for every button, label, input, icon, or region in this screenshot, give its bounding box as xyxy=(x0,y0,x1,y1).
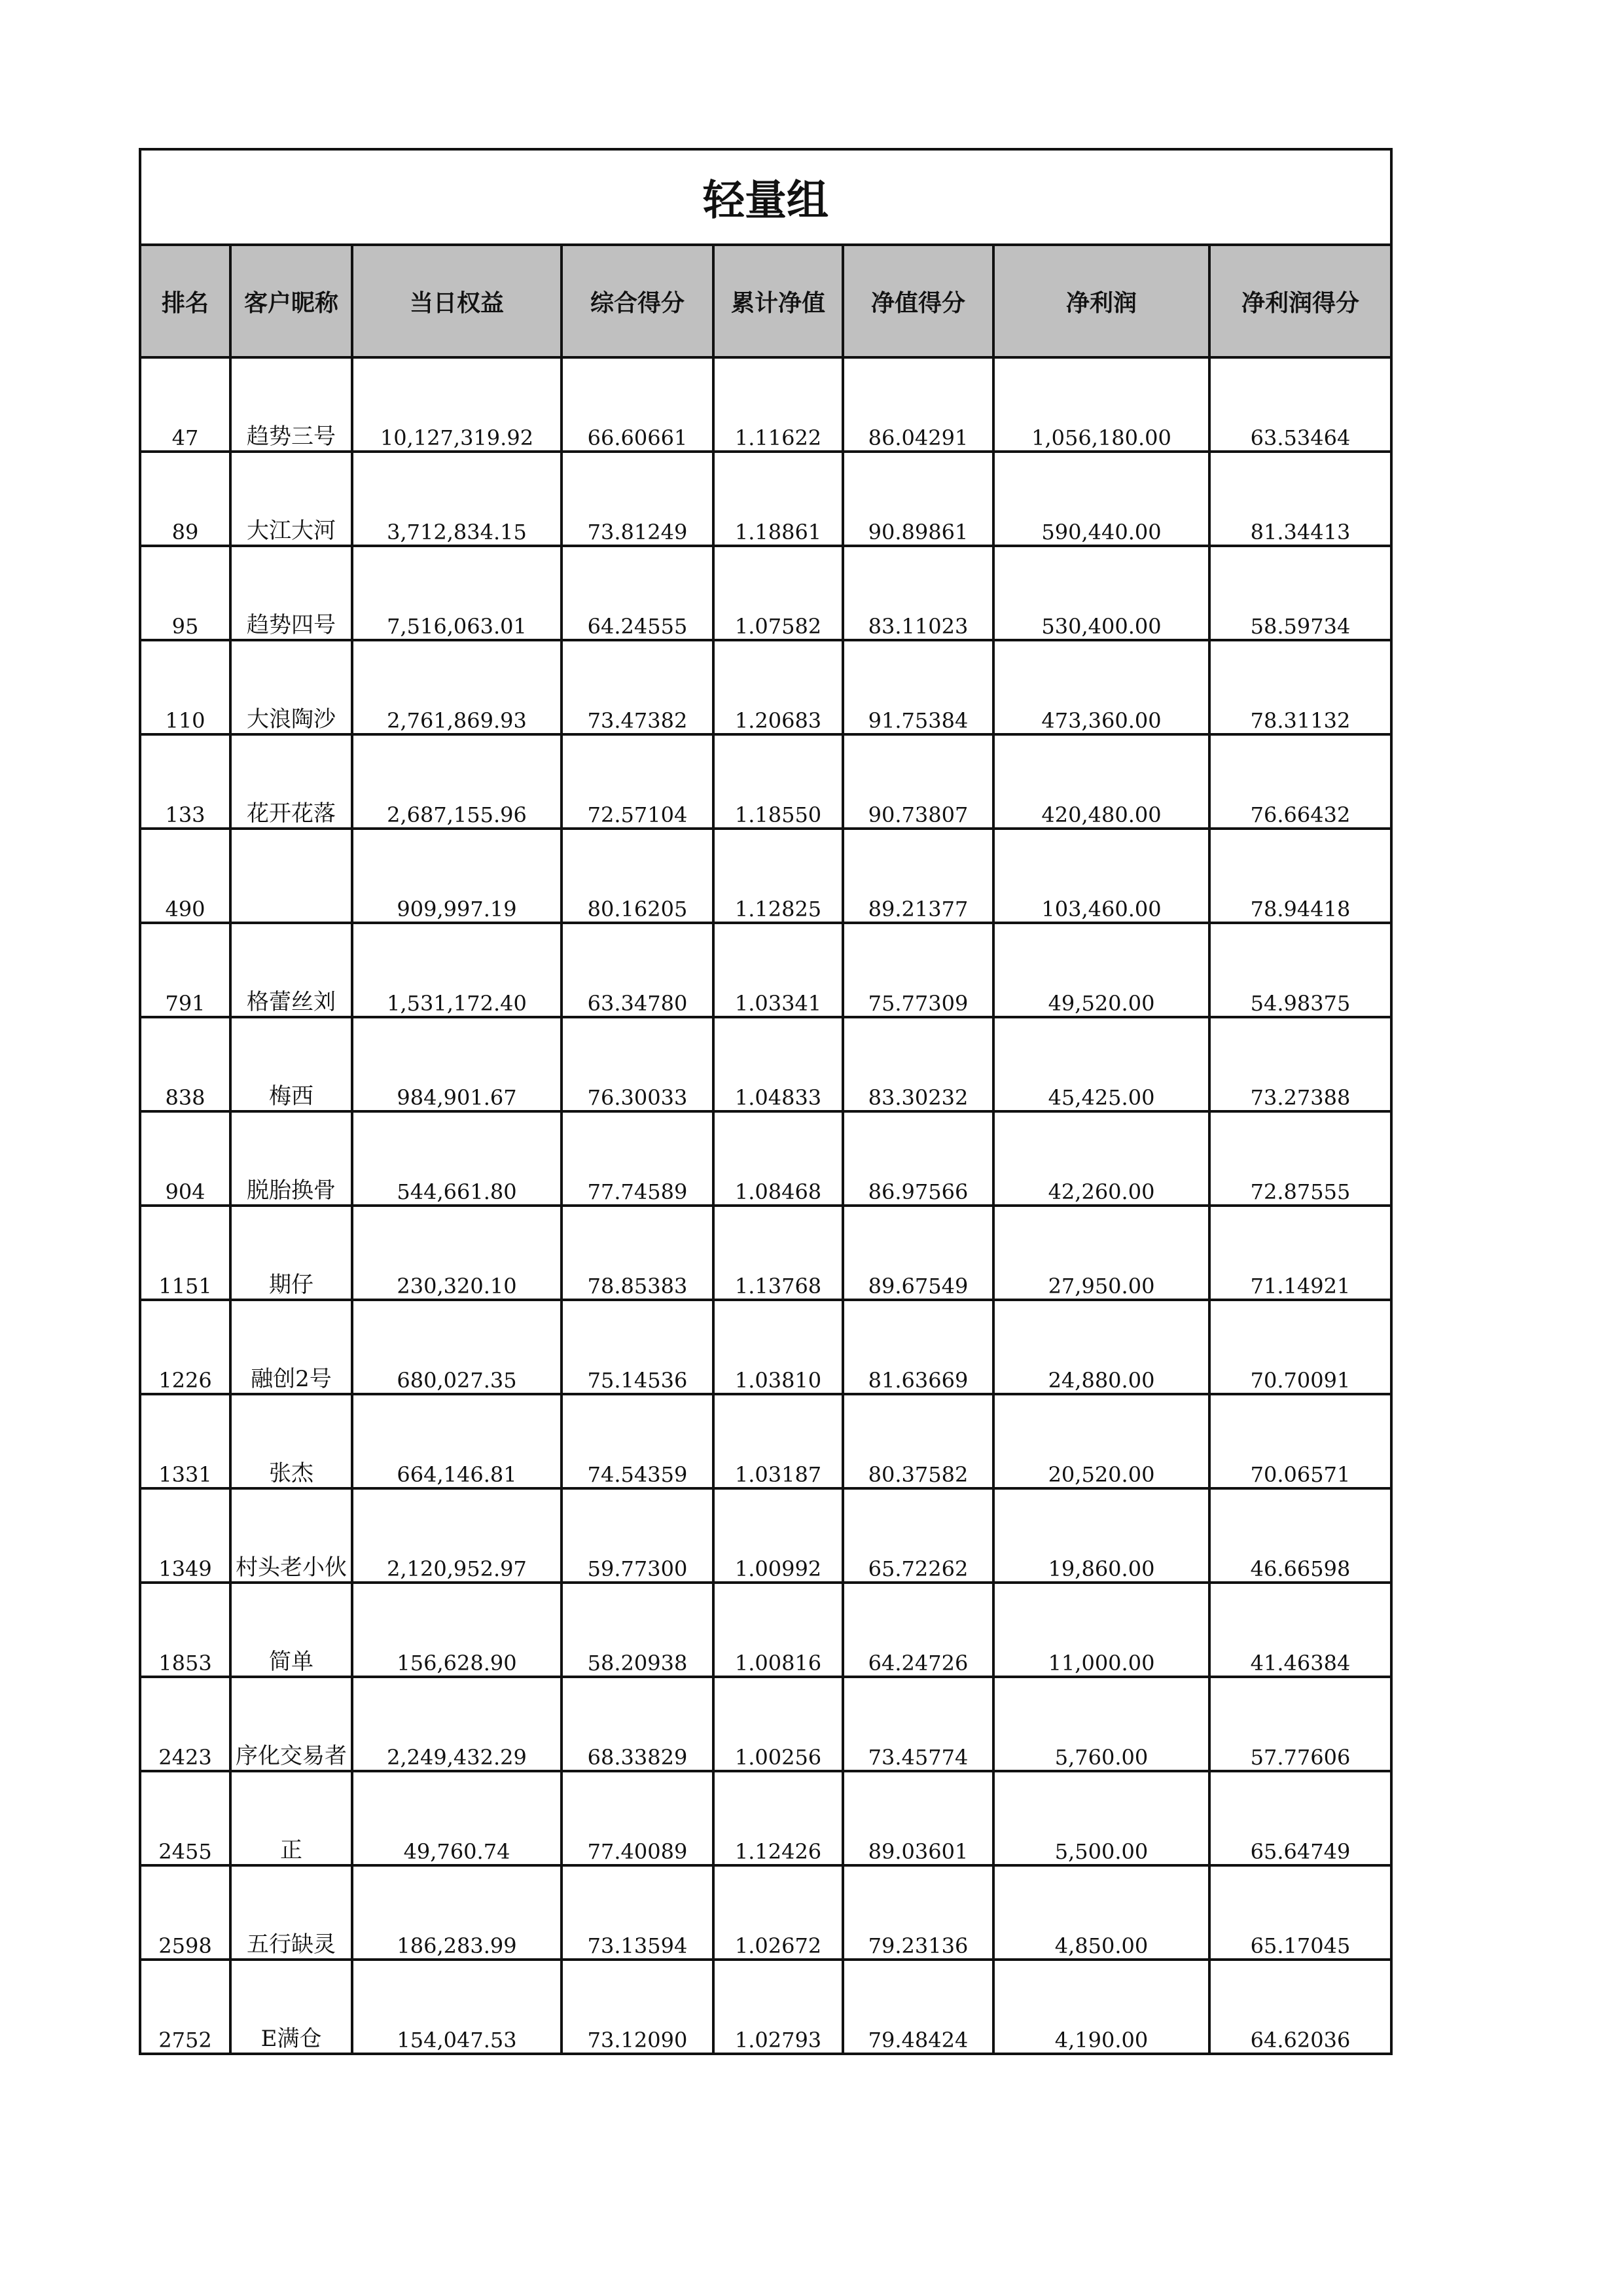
net-profit-cell: 19,860.00 xyxy=(993,1488,1209,1583)
rank-cell: 838 xyxy=(140,1017,230,1111)
profit-score-cell: 76.66432 xyxy=(1209,734,1391,829)
nickname-cell: 序化交易者 xyxy=(230,1677,352,1771)
profit-score-cell: 41.46384 xyxy=(1209,1583,1391,1677)
cumulative-nav-cell: 1.12426 xyxy=(713,1771,843,1865)
total-score-cell: 64.24555 xyxy=(562,546,713,640)
net-profit-cell: 1,056,180.00 xyxy=(993,357,1209,452)
nickname-cell: 期仔 xyxy=(230,1206,352,1300)
profit-score-cell: 64.62036 xyxy=(1209,1960,1391,2054)
nickname-cell: 趋势四号 xyxy=(230,546,352,640)
total-score-cell: 78.85383 xyxy=(562,1206,713,1300)
cumulative-nav-cell: 1.02672 xyxy=(713,1865,843,1960)
cumulative-nav-cell: 1.03187 xyxy=(713,1394,843,1488)
nav-score-cell: 64.24726 xyxy=(843,1583,993,1677)
net-profit-cell: 42,260.00 xyxy=(993,1111,1209,1206)
rank-cell: 47 xyxy=(140,357,230,452)
table-row xyxy=(140,1111,1391,1206)
net-profit-cell: 49,520.00 xyxy=(993,923,1209,1017)
total-score-cell: 58.20938 xyxy=(562,1583,713,1677)
total-score-cell: 73.81249 xyxy=(562,452,713,546)
table-row xyxy=(140,640,1391,734)
cumulative-nav-cell: 1.07582 xyxy=(713,546,843,640)
table-row xyxy=(140,546,1391,640)
rank-cell: 1151 xyxy=(140,1206,230,1300)
nickname-cell: 格蕾丝刘 xyxy=(230,923,352,1017)
column-header-nickname: 客户昵称 xyxy=(230,245,352,357)
total-score-cell: 66.60661 xyxy=(562,357,713,452)
nav-score-cell: 90.73807 xyxy=(843,734,993,829)
net-profit-cell: 5,500.00 xyxy=(993,1771,1209,1865)
net-profit-cell: 4,190.00 xyxy=(993,1960,1209,2054)
table-row xyxy=(140,829,1391,923)
table-row xyxy=(140,1394,1391,1488)
nickname-cell: 村头老小伙 xyxy=(230,1488,352,1583)
nickname-cell: 大江大河 xyxy=(230,452,352,546)
nav-score-cell: 89.67549 xyxy=(843,1206,993,1300)
net-profit-cell: 5,760.00 xyxy=(993,1677,1209,1771)
total-score-cell: 59.77300 xyxy=(562,1488,713,1583)
column-header-equity: 当日权益 xyxy=(352,245,562,357)
nickname-cell: 花开花落 xyxy=(230,734,352,829)
cumulative-nav-cell: 1.02793 xyxy=(713,1960,843,2054)
nickname-cell: 融创2号 xyxy=(230,1300,352,1394)
nickname-cell: 简单 xyxy=(230,1583,352,1677)
profit-score-cell: 46.66598 xyxy=(1209,1488,1391,1583)
table-row xyxy=(140,357,1391,452)
net-profit-cell: 4,850.00 xyxy=(993,1865,1209,1960)
profit-score-cell: 70.70091 xyxy=(1209,1300,1391,1394)
net-profit-cell: 103,460.00 xyxy=(993,829,1209,923)
total-score-cell: 68.33829 xyxy=(562,1677,713,1771)
nickname-cell: E满仓 xyxy=(230,1960,352,2054)
profit-score-cell: 81.34413 xyxy=(1209,452,1391,546)
net-profit-cell: 27,950.00 xyxy=(993,1206,1209,1300)
total-score-cell: 73.12090 xyxy=(562,1960,713,2054)
cumulative-nav-cell: 1.03341 xyxy=(713,923,843,1017)
net-profit-cell: 45,425.00 xyxy=(993,1017,1209,1111)
rank-cell: 1853 xyxy=(140,1583,230,1677)
profit-score-cell: 54.98375 xyxy=(1209,923,1391,1017)
rank-cell: 95 xyxy=(140,546,230,640)
nav-score-cell: 86.04291 xyxy=(843,357,993,452)
equity-cell: 186,283.99 xyxy=(352,1865,562,1960)
cumulative-nav-cell: 1.03810 xyxy=(713,1300,843,1394)
rank-cell: 133 xyxy=(140,734,230,829)
total-score-cell: 73.47382 xyxy=(562,640,713,734)
nav-score-cell: 91.75384 xyxy=(843,640,993,734)
cumulative-nav-cell: 1.18550 xyxy=(713,734,843,829)
net-profit-cell: 24,880.00 xyxy=(993,1300,1209,1394)
cumulative-nav-cell: 1.18861 xyxy=(713,452,843,546)
total-score-cell: 76.30033 xyxy=(562,1017,713,1111)
total-score-cell: 73.13594 xyxy=(562,1865,713,1960)
ranking-table xyxy=(139,148,1393,2055)
net-profit-cell: 420,480.00 xyxy=(993,734,1209,829)
nav-score-cell: 79.23136 xyxy=(843,1865,993,1960)
total-score-cell: 72.57104 xyxy=(562,734,713,829)
column-header-profit-score: 净利润得分 xyxy=(1209,245,1391,357)
equity-cell: 2,120,952.97 xyxy=(352,1488,562,1583)
nav-score-cell: 89.21377 xyxy=(843,829,993,923)
column-header-nav-score: 净值得分 xyxy=(843,245,993,357)
equity-cell: 230,320.10 xyxy=(352,1206,562,1300)
column-header-net-profit: 净利润 xyxy=(993,245,1209,357)
equity-cell: 664,146.81 xyxy=(352,1394,562,1488)
column-header-rank: 排名 xyxy=(140,245,230,357)
table-row xyxy=(140,1488,1391,1583)
table-row xyxy=(140,1206,1391,1300)
equity-cell: 3,712,834.15 xyxy=(352,452,562,546)
nickname-cell: 正 xyxy=(230,1771,352,1865)
column-header-total-score: 综合得分 xyxy=(562,245,713,357)
cumulative-nav-cell: 1.11622 xyxy=(713,357,843,452)
rank-cell: 791 xyxy=(140,923,230,1017)
profit-score-cell: 73.27388 xyxy=(1209,1017,1391,1111)
net-profit-cell: 590,440.00 xyxy=(993,452,1209,546)
profit-score-cell: 65.17045 xyxy=(1209,1865,1391,1960)
net-profit-cell: 530,400.00 xyxy=(993,546,1209,640)
equity-cell: 7,516,063.01 xyxy=(352,546,562,640)
table-row xyxy=(140,1677,1391,1771)
cumulative-nav-cell: 1.00256 xyxy=(713,1677,843,1771)
nickname-cell: 张杰 xyxy=(230,1394,352,1488)
profit-score-cell: 71.14921 xyxy=(1209,1206,1391,1300)
equity-cell: 909,997.19 xyxy=(352,829,562,923)
table-row xyxy=(140,452,1391,546)
nickname-cell: 梅西 xyxy=(230,1017,352,1111)
total-score-cell: 77.40089 xyxy=(562,1771,713,1865)
profit-score-cell: 63.53464 xyxy=(1209,357,1391,452)
profit-score-cell: 72.87555 xyxy=(1209,1111,1391,1206)
equity-cell: 49,760.74 xyxy=(352,1771,562,1865)
equity-cell: 156,628.90 xyxy=(352,1583,562,1677)
total-score-cell: 80.16205 xyxy=(562,829,713,923)
table-row xyxy=(140,1771,1391,1865)
total-score-cell: 75.14536 xyxy=(562,1300,713,1394)
nav-score-cell: 81.63669 xyxy=(843,1300,993,1394)
nickname-cell xyxy=(230,829,352,923)
table-row xyxy=(140,1865,1391,1960)
rank-cell: 89 xyxy=(140,452,230,546)
nav-score-cell: 75.77309 xyxy=(843,923,993,1017)
rank-cell: 1331 xyxy=(140,1394,230,1488)
nav-score-cell: 65.72262 xyxy=(843,1488,993,1583)
nav-score-cell: 73.45774 xyxy=(843,1677,993,1771)
equity-cell: 680,027.35 xyxy=(352,1300,562,1394)
equity-cell: 2,687,155.96 xyxy=(352,734,562,829)
nav-score-cell: 83.11023 xyxy=(843,546,993,640)
table-row xyxy=(140,1960,1391,2054)
equity-cell: 984,901.67 xyxy=(352,1017,562,1111)
profit-score-cell: 65.64749 xyxy=(1209,1771,1391,1865)
table-row xyxy=(140,1017,1391,1111)
cumulative-nav-cell: 1.00816 xyxy=(713,1583,843,1677)
profit-score-cell: 78.31132 xyxy=(1209,640,1391,734)
rank-cell: 490 xyxy=(140,829,230,923)
total-score-cell: 74.54359 xyxy=(562,1394,713,1488)
total-score-cell: 63.34780 xyxy=(562,923,713,1017)
rank-cell: 1349 xyxy=(140,1488,230,1583)
rank-cell: 904 xyxy=(140,1111,230,1206)
cumulative-nav-cell: 1.00992 xyxy=(713,1488,843,1583)
nav-score-cell: 79.48424 xyxy=(843,1960,993,2054)
rank-cell: 1226 xyxy=(140,1300,230,1394)
nav-score-cell: 90.89861 xyxy=(843,452,993,546)
net-profit-cell: 11,000.00 xyxy=(993,1583,1209,1677)
nickname-cell: 脱胎换骨 xyxy=(230,1111,352,1206)
header-row xyxy=(140,245,1391,357)
equity-cell: 544,661.80 xyxy=(352,1111,562,1206)
equity-cell: 10,127,319.92 xyxy=(352,357,562,452)
table-row xyxy=(140,1583,1391,1677)
equity-cell: 2,761,869.93 xyxy=(352,640,562,734)
profit-score-cell: 78.94418 xyxy=(1209,829,1391,923)
cumulative-nav-cell: 1.13768 xyxy=(713,1206,843,1300)
column-header-cumulative-nav: 累计净值 xyxy=(713,245,843,357)
cumulative-nav-cell: 1.04833 xyxy=(713,1017,843,1111)
table-row xyxy=(140,1300,1391,1394)
nickname-cell: 趋势三号 xyxy=(230,357,352,452)
rank-cell: 110 xyxy=(140,640,230,734)
equity-cell: 1,531,172.40 xyxy=(352,923,562,1017)
equity-cell: 154,047.53 xyxy=(352,1960,562,2054)
rank-cell: 2598 xyxy=(140,1865,230,1960)
nickname-cell: 大浪陶沙 xyxy=(230,640,352,734)
cumulative-nav-cell: 1.12825 xyxy=(713,829,843,923)
nav-score-cell: 89.03601 xyxy=(843,1771,993,1865)
profit-score-cell: 70.06571 xyxy=(1209,1394,1391,1488)
table-row xyxy=(140,923,1391,1017)
cumulative-nav-cell: 1.08468 xyxy=(713,1111,843,1206)
rank-cell: 2423 xyxy=(140,1677,230,1771)
net-profit-cell: 20,520.00 xyxy=(993,1394,1209,1488)
equity-cell: 2,249,432.29 xyxy=(352,1677,562,1771)
nav-score-cell: 86.97566 xyxy=(843,1111,993,1206)
profit-score-cell: 58.59734 xyxy=(1209,546,1391,640)
table-title: 轻量组 xyxy=(140,149,1391,245)
nickname-cell: 五行缺灵 xyxy=(230,1865,352,1960)
rank-cell: 2752 xyxy=(140,1960,230,2054)
profit-score-cell: 57.77606 xyxy=(1209,1677,1391,1771)
table-row xyxy=(140,734,1391,829)
net-profit-cell: 473,360.00 xyxy=(993,640,1209,734)
nav-score-cell: 83.30232 xyxy=(843,1017,993,1111)
cumulative-nav-cell: 1.20683 xyxy=(713,640,843,734)
total-score-cell: 77.74589 xyxy=(562,1111,713,1206)
rank-cell: 2455 xyxy=(140,1771,230,1865)
nav-score-cell: 80.37582 xyxy=(843,1394,993,1488)
